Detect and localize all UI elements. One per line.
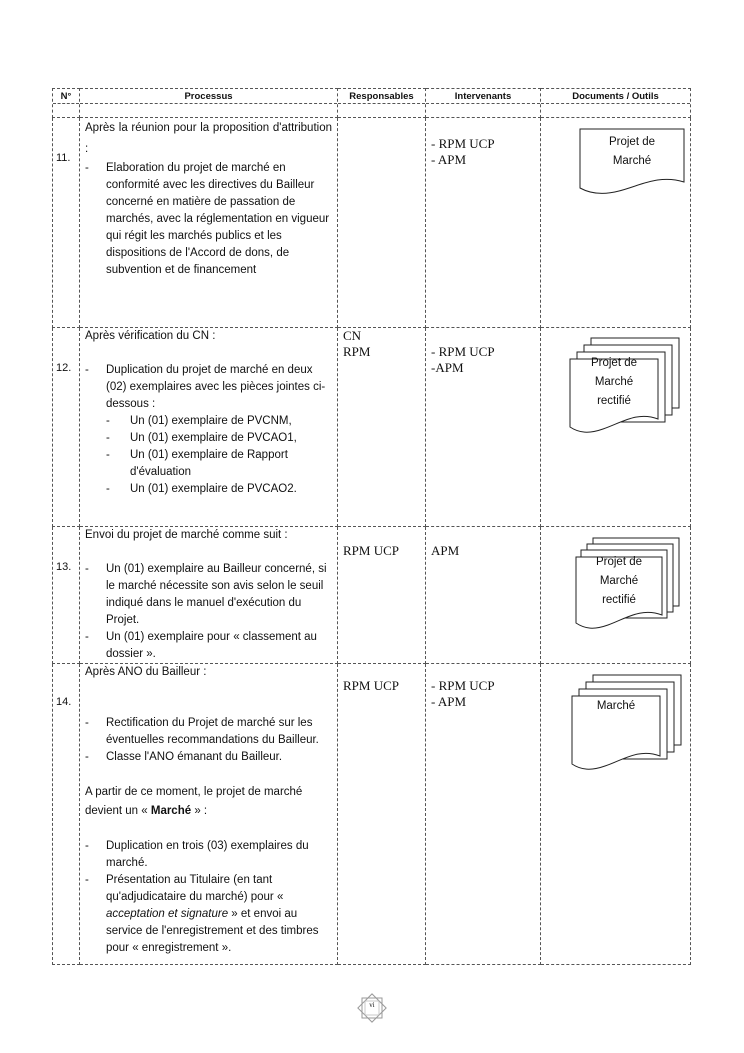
- responsables-cell: [338, 664, 426, 965]
- document-label: Projet de Marché: [608, 136, 656, 167]
- process-intro: Après vérification du CN :: [85, 330, 216, 342]
- row-number: 14.: [53, 664, 80, 965]
- page-number-badge: [355, 993, 389, 1023]
- intervenant-item: - APM: [431, 694, 467, 709]
- process-table: [52, 88, 691, 965]
- process-paragraph: A partir de ce moment, le projet de marché devient un « Marché » :: [85, 786, 303, 817]
- document-label: Projet de Marché rectifié: [595, 556, 643, 606]
- row-number: 11.: [53, 118, 80, 328]
- list-item: - Un (01) exemplaire de PVCNM,: [106, 413, 332, 430]
- table-row: [53, 118, 691, 328]
- row-number: 13.: [53, 527, 80, 664]
- row-number: 12.: [53, 328, 80, 527]
- documents-cell: [541, 527, 691, 664]
- list-item: - Un (01) exemplaire pour « classement au dossier ».: [85, 629, 332, 663]
- documents-cell: [541, 118, 691, 328]
- intervenants-cell: [426, 664, 541, 965]
- responsable-item: CN: [343, 328, 362, 343]
- list-item: - Rectification du Projet de marché sur les éventuelles recommandations du Bailleur.: [85, 715, 332, 749]
- process-list: [85, 715, 332, 766]
- list-item: - Duplication en trois (03) exemplaires du marché.: [85, 838, 332, 872]
- intervenant-item: - RPM UCP: [431, 678, 495, 693]
- process-list: [85, 561, 332, 663]
- responsables-cell: [338, 527, 426, 664]
- table-row: [53, 527, 691, 664]
- list-item: - Duplication du projet de marché en deux (02) exemplaires avec les pièces jointes ci-dessous :: [85, 362, 332, 413]
- list-item: - Elaboration du projet de marché en conformité avec les directives du Bailleur concerné en matière de passation de marchés, avec la réglementation en vigueur qui régit les marchés publics et les dispositions de l'Accord de dons, de subvention et de financement: [85, 160, 332, 279]
- multi-document-icon: [571, 674, 683, 774]
- process-intro: Après la réunion pour la proposition d'attribution :: [85, 122, 332, 155]
- list-item: - Un (01) exemplaire de PVCAO2.: [106, 481, 332, 498]
- header-intervenants: Intervenants: [426, 89, 541, 118]
- document-label: Projet de Marché rectifié: [590, 357, 638, 407]
- intervenant-item: - RPM UCP: [431, 136, 495, 151]
- responsables-cell: [338, 118, 426, 328]
- header-documents: Documents / Outils: [541, 89, 691, 118]
- table-row: [53, 328, 691, 527]
- process-cell: [80, 664, 338, 965]
- header-responsables: Responsables: [338, 89, 426, 118]
- process-list: [85, 838, 332, 957]
- intervenant-item: - RPM UCP: [431, 344, 495, 359]
- responsable-item: RPM UCP: [343, 543, 399, 558]
- process-intro: Envoi du projet de marché comme suit :: [85, 529, 288, 541]
- header-num: N°: [53, 89, 80, 118]
- intervenants-cell: [426, 328, 541, 527]
- process-cell: [80, 328, 338, 527]
- process-list: [85, 362, 332, 413]
- intervenant-item: APM: [431, 543, 460, 558]
- intervenants-cell: [426, 118, 541, 328]
- list-item: - Classe l'ANO émanant du Bailleur.: [85, 749, 332, 766]
- responsable-item: RPM UCP: [343, 678, 399, 693]
- process-cell: [80, 527, 338, 664]
- documents-cell: [541, 664, 691, 965]
- process-intro: Après ANO du Bailleur :: [85, 666, 207, 678]
- process-sublist: [106, 413, 332, 498]
- process-cell: [80, 118, 338, 328]
- documents-cell: [541, 328, 691, 527]
- page-number: vi: [369, 1001, 375, 1009]
- responsable-item: RPM: [343, 344, 371, 359]
- list-item: - Un (01) exemplaire de Rapport d'évaluation: [106, 447, 332, 481]
- header-processus: Processus: [80, 89, 338, 118]
- list-item: - Un (01) exemplaire au Bailleur concerné, si le marché nécessite son avis selon le seuil indiqué dans le manuel d'exécution du Projet.: [85, 561, 332, 629]
- intervenant-item: -APM: [431, 360, 464, 375]
- table-header-row: [53, 89, 691, 118]
- intervenant-item: - APM: [431, 152, 467, 167]
- process-list: [85, 160, 332, 279]
- list-item: - Un (01) exemplaire de PVCAO1,: [106, 430, 332, 447]
- table-row: [53, 664, 691, 965]
- document-label: Marché: [596, 700, 636, 712]
- responsables-cell: [338, 328, 426, 527]
- list-item: - Présentation au Titulaire (en tant qu'adjudicataire du marché) pour « acceptation et signature » et envoi au service de l'enregistrement et des timbres pour « enregistrement ».: [85, 872, 332, 957]
- intervenants-cell: [426, 527, 541, 664]
